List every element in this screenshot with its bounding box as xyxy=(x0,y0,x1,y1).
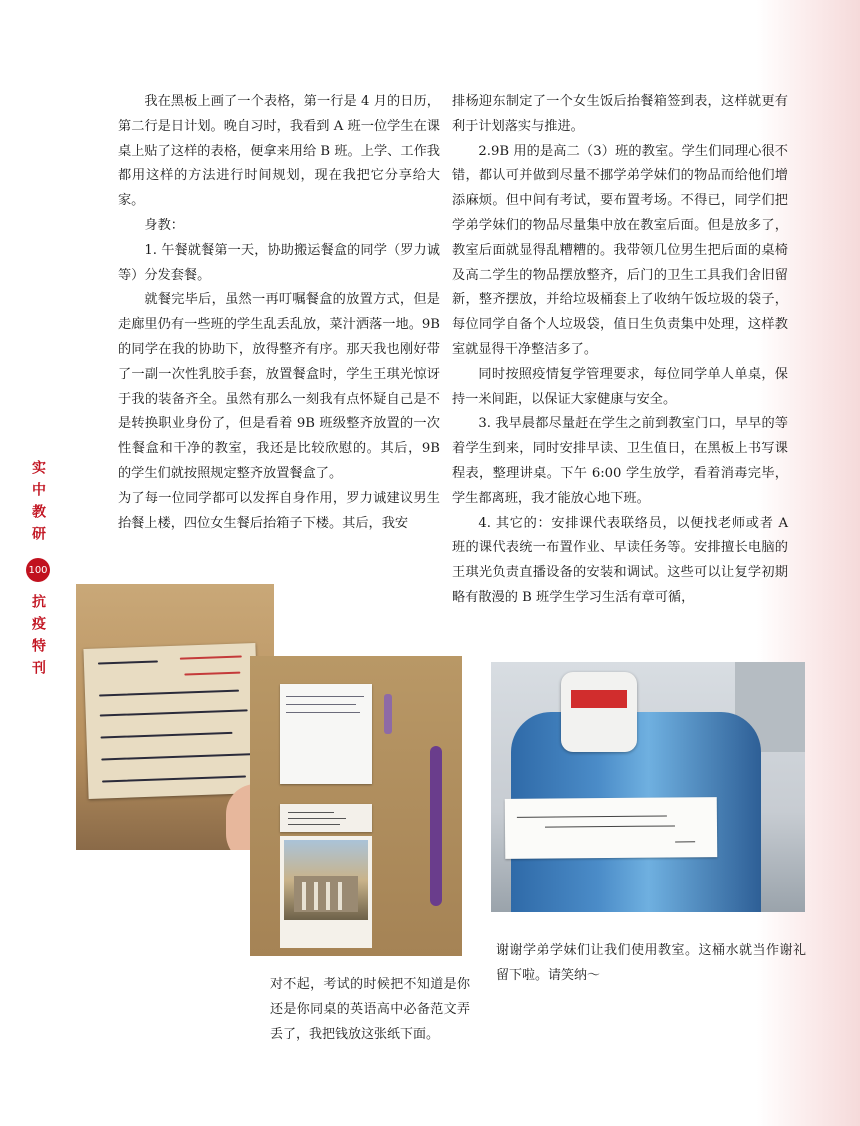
sticky-note xyxy=(280,684,372,784)
thank-you-note xyxy=(505,797,718,859)
caption-left-photo: 对不起，考试的时候把不知道是你还是你同桌的英语高中必备范文弄丢了，我把钱放这张纸下面。 xyxy=(270,977,470,1042)
right-text-column xyxy=(452,90,788,611)
paragraph: 同时按照疫情复学管理要求，每位同学单人单桌，保持一米间距，以保证大家健康与安全。 xyxy=(452,366,788,407)
postcard-label xyxy=(280,804,372,832)
paragraph: 3. 我早晨都尽量赶在学生之前到教室门口，早早的等着学生到来，同时安排早读、卫生值日，在黑板上书写课程表，整理讲桌。下午 6:00 学生放学，看着消毒完毕，学生都离班，我才能放心地下班。 xyxy=(452,416,788,506)
paragraph: 1. 午餐就餐第一天，协助搬运餐盒的同学（罗力诚等）分发套餐。 xyxy=(118,242,440,283)
photo-water-jug xyxy=(491,662,805,912)
jug-cap xyxy=(561,672,637,752)
paragraph: 2.9B 用的是高二（3）班的教室。学生们同理心很不错，都认可并做到尽量不挪学弟学妹们的物品而给他们增添麻烦。但中间有考试，要布置考场。不得已，同学们把学弟学妹们的物品尽量集中放在教室后面。但是放多了，教室后面就显得乱糟糟的。我带领几位男生把后面的桌椅及高二学生的物品摆放整齐，后门的卫生工具我们舍旧留新，整齐摆放，并给垃圾桶套上了收纳午饭垃圾的袋子，每位同学自备个人垃圾袋，值日生负责集中处理，这样教室就显得干净整洁多了。 xyxy=(452,143,788,357)
paragraph: 4. 其它的：安排课代表联络员，以便找老师或者 A 班的课代表统一布置作业、早读任务等。安排擅长电脑的王琪光负责直播设备的安装和调试。这些可以让复学初期略有散漫的 B 班学生学习生活有章可循， xyxy=(452,515,788,605)
section-heading: 身教： xyxy=(144,217,184,233)
paragraph: 排杨迎东制定了一个女生饭后抬餐箱签到表，这样就更有利于计划落实与推进。 xyxy=(452,94,788,134)
sidebar-issue-title: 抗疫特刊 xyxy=(30,594,46,682)
photo-handwritten-card xyxy=(76,584,274,850)
binder-clip xyxy=(384,694,392,734)
paragraph: 我在黑板上画了一个表格，第一行是 4 月的日历，第二行是日计划。晚自习时，我看到 A 班一位学生在课桌上贴了这样的表格，便拿来用给 B 班。上学、工作我都用这样的方法进行时间规划，现在我把它分享给大家。 xyxy=(118,94,440,209)
paragraph: 为了每一位同学都可以发挥自身作用，罗力诚建议男生抬餐上楼，四位女生餐后抬箱子下楼。其后，我安 xyxy=(118,490,440,531)
pen xyxy=(430,746,442,906)
jug-label xyxy=(571,690,627,708)
sidebar-journal-title: 实中教研 xyxy=(30,460,46,548)
postcard xyxy=(280,836,372,948)
photo-notes-on-wall xyxy=(250,656,462,956)
sidebar xyxy=(20,460,56,682)
handwritten-card xyxy=(83,643,260,799)
left-text-column xyxy=(118,90,440,536)
page-number-badge: 100 xyxy=(26,558,50,582)
paragraph: 就餐完毕后，虽然一再叮嘱餐盒的放置方式，但是走廊里仍有一些班的学生乱丢乱放，菜汁洒落一地。9B 的同学在我的协助下，放得整齐有序。那天我也刚好带了一副一次性乳胶手套，放置餐盒时，学生王琪光惊讶于我的装备齐全。虽然有那么一刻我有点怀疑自己是不是转换职业身份了，但是看着 9B 班级整齐放置的一次性餐盒和干净的教室，我还是比较欣慰的。其后，9B 的学生们就按照规定整齐放置餐盒了。 xyxy=(118,292,440,481)
caption-right-photo: 谢谢学弟学妹们让我们使用教室。这桶水就当作谢礼留下啦。请笑纳～ xyxy=(496,943,806,983)
